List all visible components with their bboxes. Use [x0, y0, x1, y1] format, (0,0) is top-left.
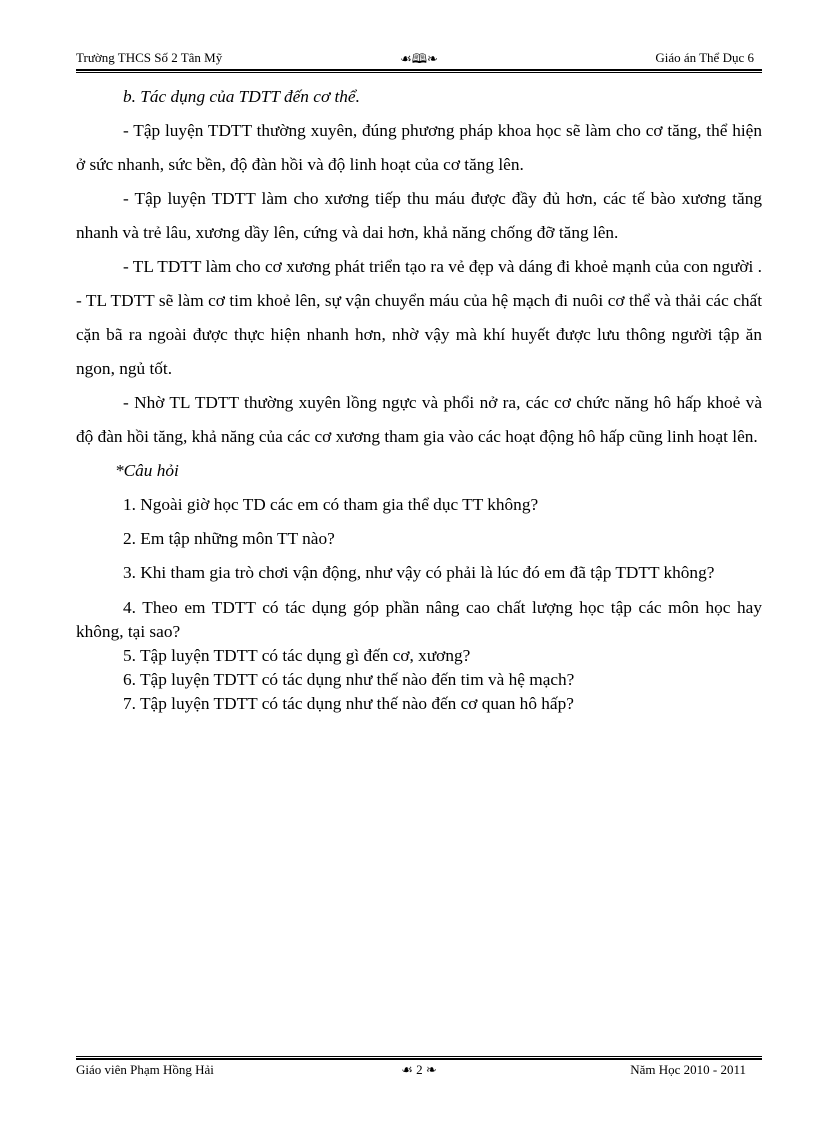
questions-heading: *Câu hỏi	[115, 461, 179, 480]
header-subject: Giáo án Thể Dục 6	[655, 50, 754, 65]
question-item: 3. Khi tham gia trò chơi vận động, như vậy có phải là lúc đó em đã tập TDTT không?	[123, 563, 715, 582]
footer-page-number: ☙ 2 ❧	[401, 1062, 437, 1077]
footer-teacher-name: Giáo viên Phạm Hồng Hải	[76, 1062, 214, 1077]
question-item: 1. Ngoài giờ học TD các em có tham gia thể dục TT không?	[123, 495, 539, 514]
question-item: 4. Theo em TDTT có tác dụng góp phần nâng cao chất lượng học tập các môn học hay không, tại sao?	[76, 598, 762, 641]
footer-school-year: Năm Học 2010 - 2011	[630, 1062, 746, 1077]
paragraph-respiration: - Nhờ TL TDTT thường xuyên lồng ngực và phổi nở ra, các cơ chức năng hô hấp khoẻ và độ đàn hồi tăng, khả năng của các cơ xương tham gia vào các hoạt động hô hấp cũng linh hoạt lên.	[76, 393, 762, 446]
paragraph-muscle: - Tập luyện TDTT thường xuyên, đúng phương pháp khoa học sẽ làm cho cơ tăng, thể hiện ở sức nhanh, sức bền, độ đàn hồi và độ linh hoạt của cơ tăng lên.	[76, 121, 762, 174]
section-heading: b. Tác dụng của TDTT đến cơ thể.	[123, 87, 360, 106]
document-body	[76, 80, 762, 716]
question-item: 6. Tập luyện TDTT có tác dụng như thế nào đến tim và hệ mạch?	[123, 670, 575, 689]
header-divider	[76, 69, 762, 73]
footer-divider	[76, 1056, 762, 1060]
header-school-name: Trường THCS Số 2 Tân Mỹ	[76, 50, 223, 65]
paragraph-heart: - TL TDTT làm cho cơ xương phát triển tạo ra vẻ đẹp và dáng đi khoẻ mạnh của con người . - TL TDTT sẽ làm cơ tim khoẻ lên, sự vận chuyển máu của hệ mạch đi nuôi cơ thể và thải các chất cặn bã ra ngoài được thực hiện nhanh hơn, nhờ vậy mà khí huyết được lưu thông người tập ăn ngon, ngủ tốt.	[76, 257, 762, 378]
page-footer	[76, 1062, 762, 1080]
question-item: 7. Tập luyện TDTT có tác dụng như thế nào đến cơ quan hô hấp?	[123, 694, 574, 713]
header-ornament-icon: ☙🕮❧	[400, 51, 438, 66]
page-header	[76, 50, 762, 68]
question-item: 5. Tập luyện TDTT có tác dụng gì đến cơ, xương?	[123, 646, 471, 665]
question-item: 2. Em tập những môn TT nào?	[123, 529, 335, 548]
paragraph-bone: - Tập luyện TDTT làm cho xương tiếp thu máu được đầy đủ hơn, các tế bào xương tăng nhanh và trẻ lâu, xương dầy lên, cứng và dai hơn, khả năng chống đỡ tăng lên.	[76, 189, 762, 242]
